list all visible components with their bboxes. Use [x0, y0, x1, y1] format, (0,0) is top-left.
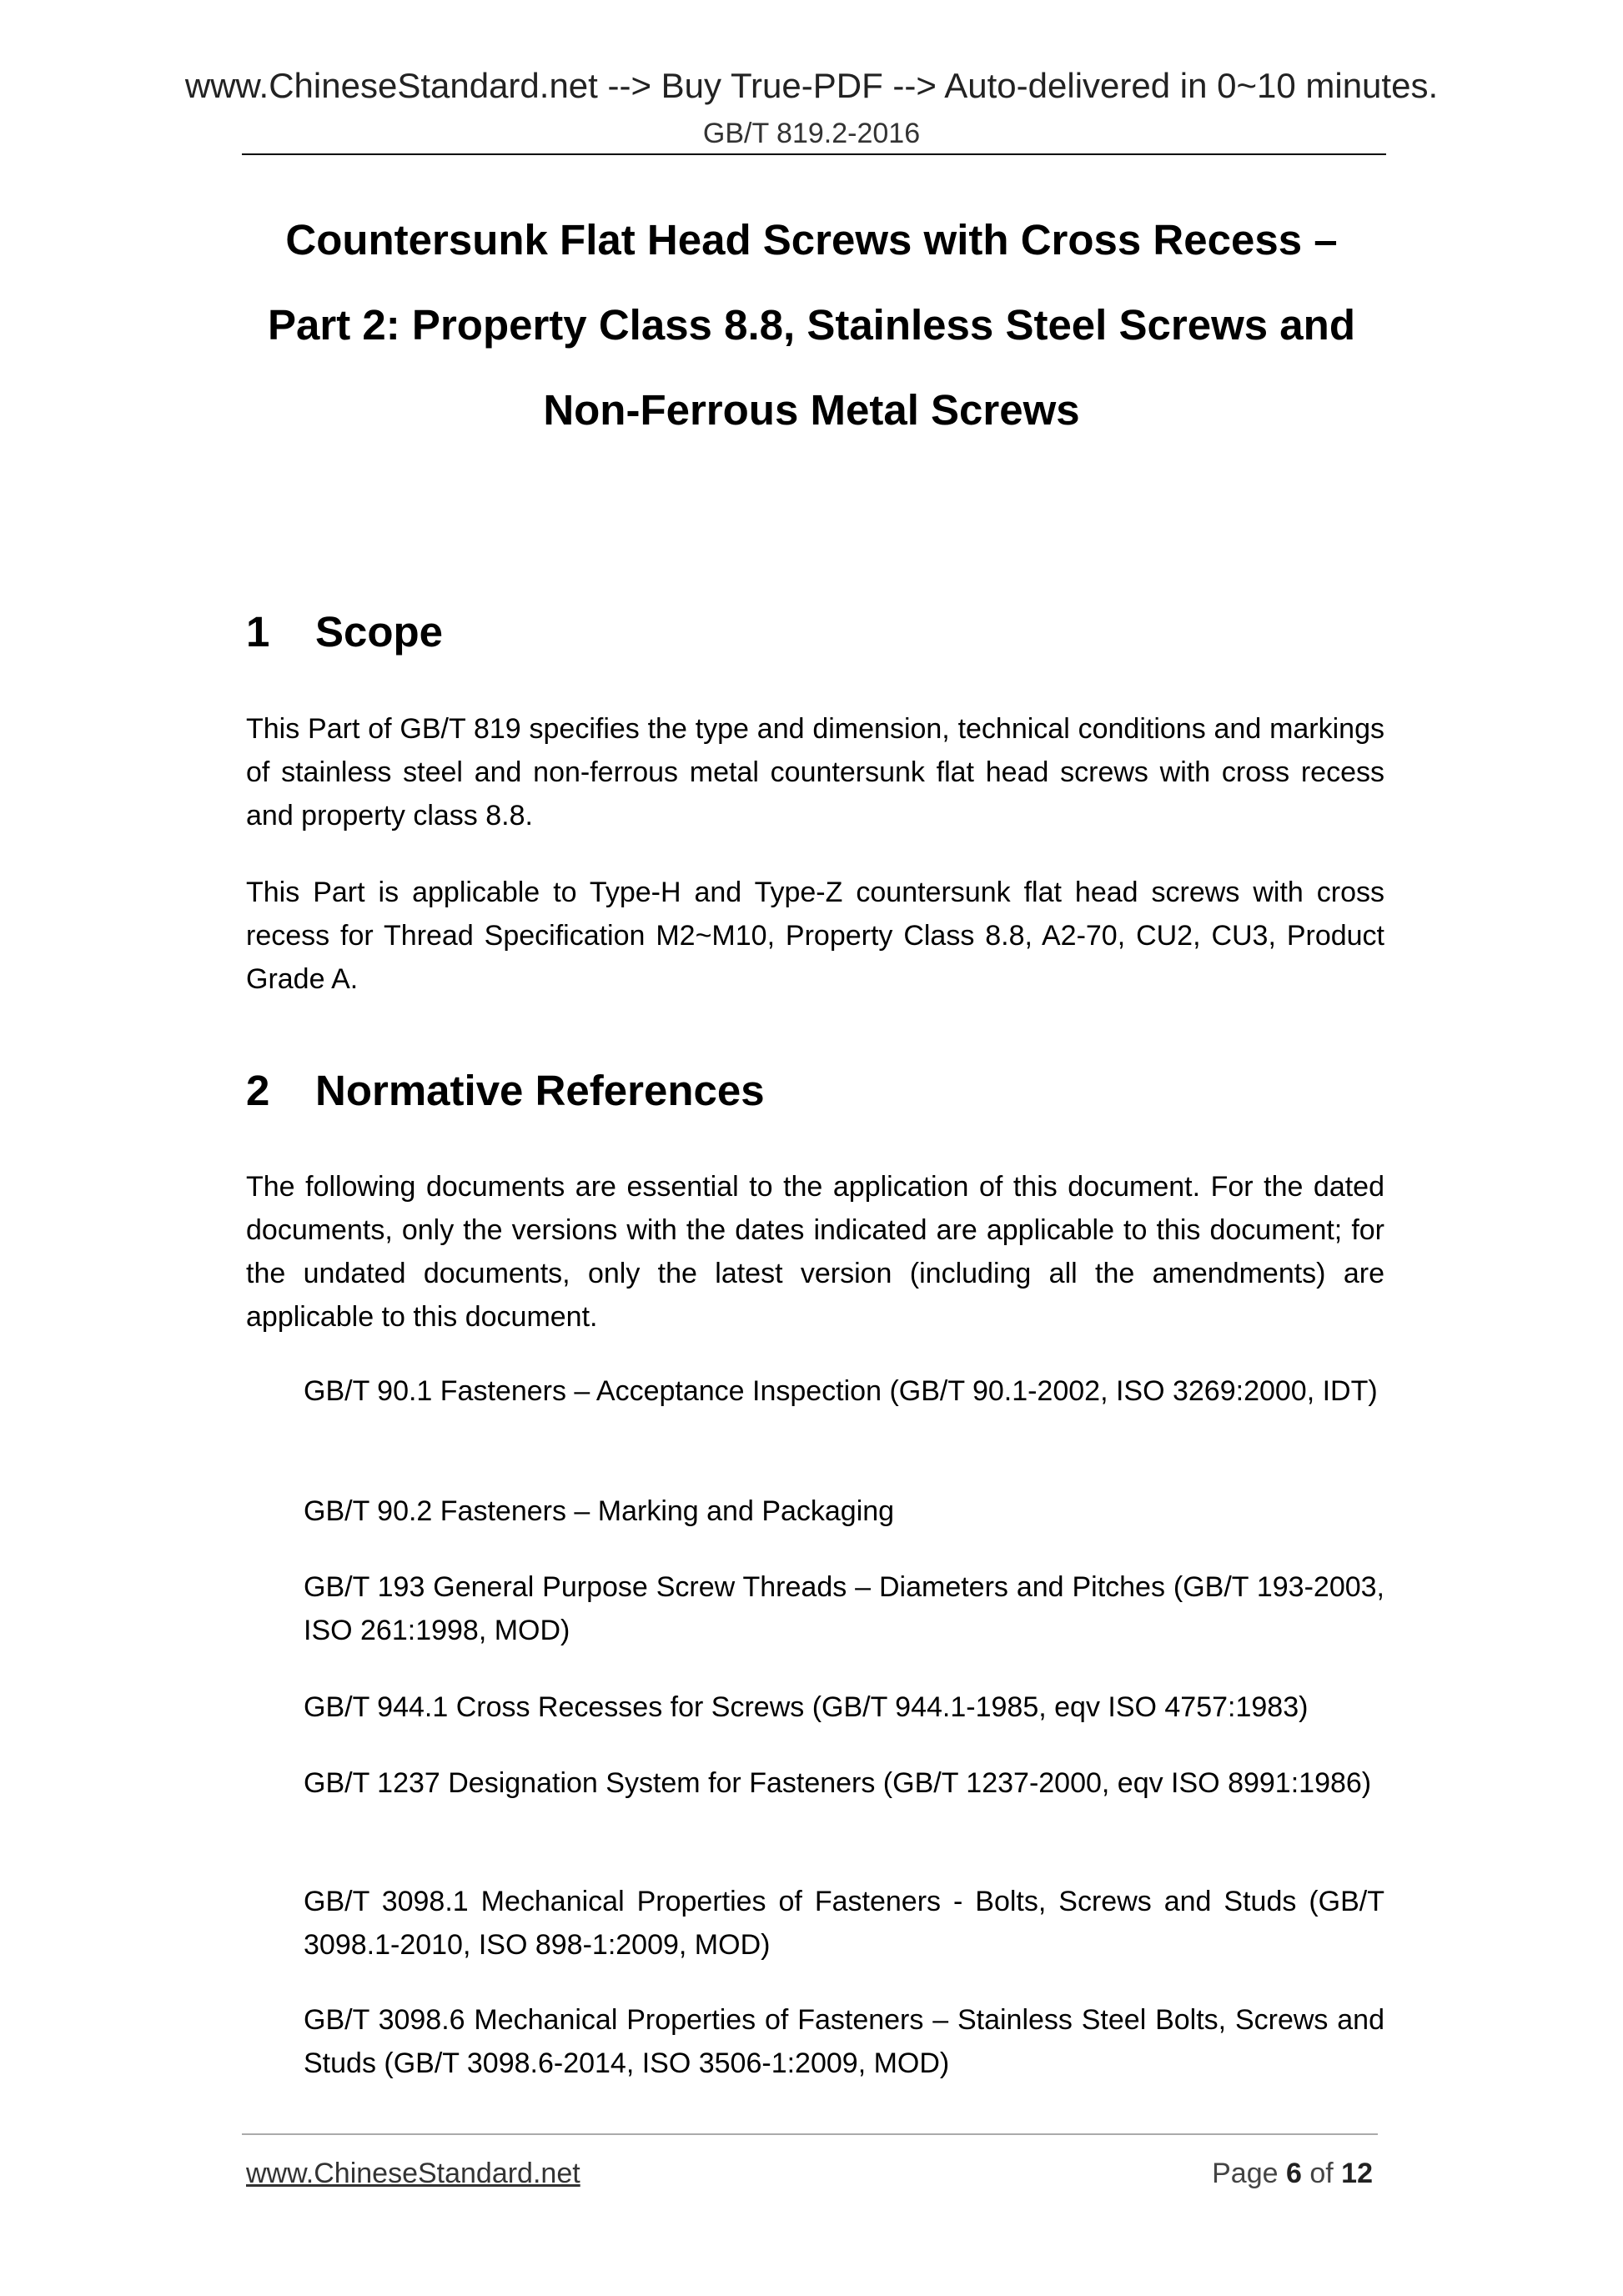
reference-item: GB/T 944.1 Cross Recesses for Screws (GB/T 944.1-1985, eqv ISO 4757:1983): [304, 1691, 1309, 1723]
page-current: 6: [1285, 2158, 1302, 2189]
section-title: Scope: [315, 608, 444, 656]
scope-paragraph-2: This Part is applicable to Type-H and Type-Z countersunk flat head screws with cross recess for Thread Specification M2~M10, Property Class 8.8, A2-70, CU2, CU3, Product Grade A.: [246, 877, 1384, 995]
page-of: of: [1309, 2158, 1334, 2189]
reference-item: GB/T 193 General Purpose Screw Threads – Diameters and Pitches (GB/T 193-2003, ISO 261:1998, MOD): [304, 1571, 1384, 1646]
page-prefix: Page: [1212, 2158, 1279, 2189]
footer-website-link[interactable]: www.ChineseStandard.net: [246, 2158, 580, 2189]
section-number: 2: [246, 1067, 270, 1114]
footer-divider: [242, 2133, 1378, 2135]
standard-code: GB/T 819.2-2016: [702, 118, 921, 149]
page-total: 12: [1341, 2158, 1373, 2189]
section-heading-scope: [246, 607, 443, 657]
reference-item: GB/T 90.1 Fasteners – Acceptance Inspection (GB/T 90.1-2002, ISO 3269:2000, IDT): [304, 1375, 1378, 1407]
document-title-line-1: Countersunk Flat Head Screws with Cross Recess –: [285, 216, 1338, 264]
section-heading-references: [246, 1066, 765, 1116]
document-title-line-2: Part 2: Property Class 8.8, Stainless Steel Screws and: [268, 301, 1355, 349]
section-title: Normative References: [315, 1067, 765, 1114]
reference-item: GB/T 90.2 Fasteners – Marking and Packaging: [304, 1495, 895, 1527]
document-title-line-3: Non-Ferrous Metal Screws: [543, 386, 1080, 434]
header-banner: www.ChineseStandard.net --> Buy True-PDF --> Auto-delivered in 0~10 minutes.: [184, 66, 1439, 105]
header-divider: [242, 153, 1386, 155]
page-indicator: [1212, 2157, 1373, 2190]
section-number: 1: [246, 608, 270, 656]
reference-item: GB/T 1237 Designation System for Fasteners (GB/T 1237-2000, eqv ISO 8991:1986): [304, 1767, 1372, 1799]
references-intro: The following documents are essential to the application of this document. For the dated documents, only the versions with the dates indicated are applicable to this document; for the undated documents, only the latest version (including all the amendments) are applicable to this document.: [246, 1171, 1384, 1333]
reference-item: GB/T 3098.1 Mechanical Properties of Fasteners - Bolts, Screws and Studs (GB/T 3098.1-2010, ISO 898-1:2009, MOD): [304, 1886, 1384, 1961]
reference-item: GB/T 3098.6 Mechanical Properties of Fasteners – Stainless Steel Bolts, Screws and Studs (GB/T 3098.6-2014, ISO 3506-1:2009, MOD): [304, 2004, 1384, 2079]
scope-paragraph-1: This Part of GB/T 819 specifies the type and dimension, technical conditions and markings of stainless steel and non-ferrous metal countersunk flat head screws with cross recess and property class 8.8.: [246, 713, 1384, 831]
